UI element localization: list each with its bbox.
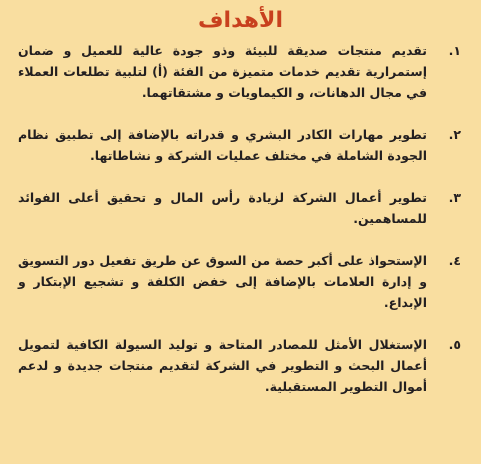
item-text: تطوير أعمال الشركة لزيادة رأس المال و تحقيق أعلى الفوائد للمساهمين. [18,190,427,226]
item-number: ١. [448,43,461,58]
list-item [18,250,461,313]
item-text: الإستحواذ على أكبر حصة من السوق عن طريق تفعيل دور التسويق و إدارة العلامات بالإضافة إلى خفض الكلفة و تشجيع الإبتكار و الإبداع. [18,253,427,310]
item-text: تقديم منتجات صديقة للبيئة وذو جودة عالية للعميل و ضمان إستمرارية تقديم خدمات متميزة من الفئة (أ) لتلبية تطلعات العملاء في مجال الدهانات، و الكيماويات و مشتقاتهما. [18,43,427,100]
page-title: الأهداف [198,8,283,33]
list-item [18,187,461,229]
item-text: تطوير مهارات الكادر البشري و قدراته بالإضافة إلى تطبيق نظام الجودة الشاملة في مختلف عمليات الشركة و نشاطاتها. [18,127,427,163]
list-item [18,334,461,397]
item-number: ٣. [448,190,461,205]
item-number: ٢. [448,127,461,142]
list-item [18,124,461,166]
item-text: الإستغلال الأمثل للمصادر المتاحة و توليد السيولة الكافية لتمويل أعمال البحث و التطوير في الشركة لتقديم منتجات جديدة و لدعم أموال التطوير المستقبلية. [18,337,427,394]
list-item [18,40,461,103]
item-number: ٤. [448,253,461,268]
item-number: ٥. [448,337,461,352]
objectives-list [18,40,461,397]
